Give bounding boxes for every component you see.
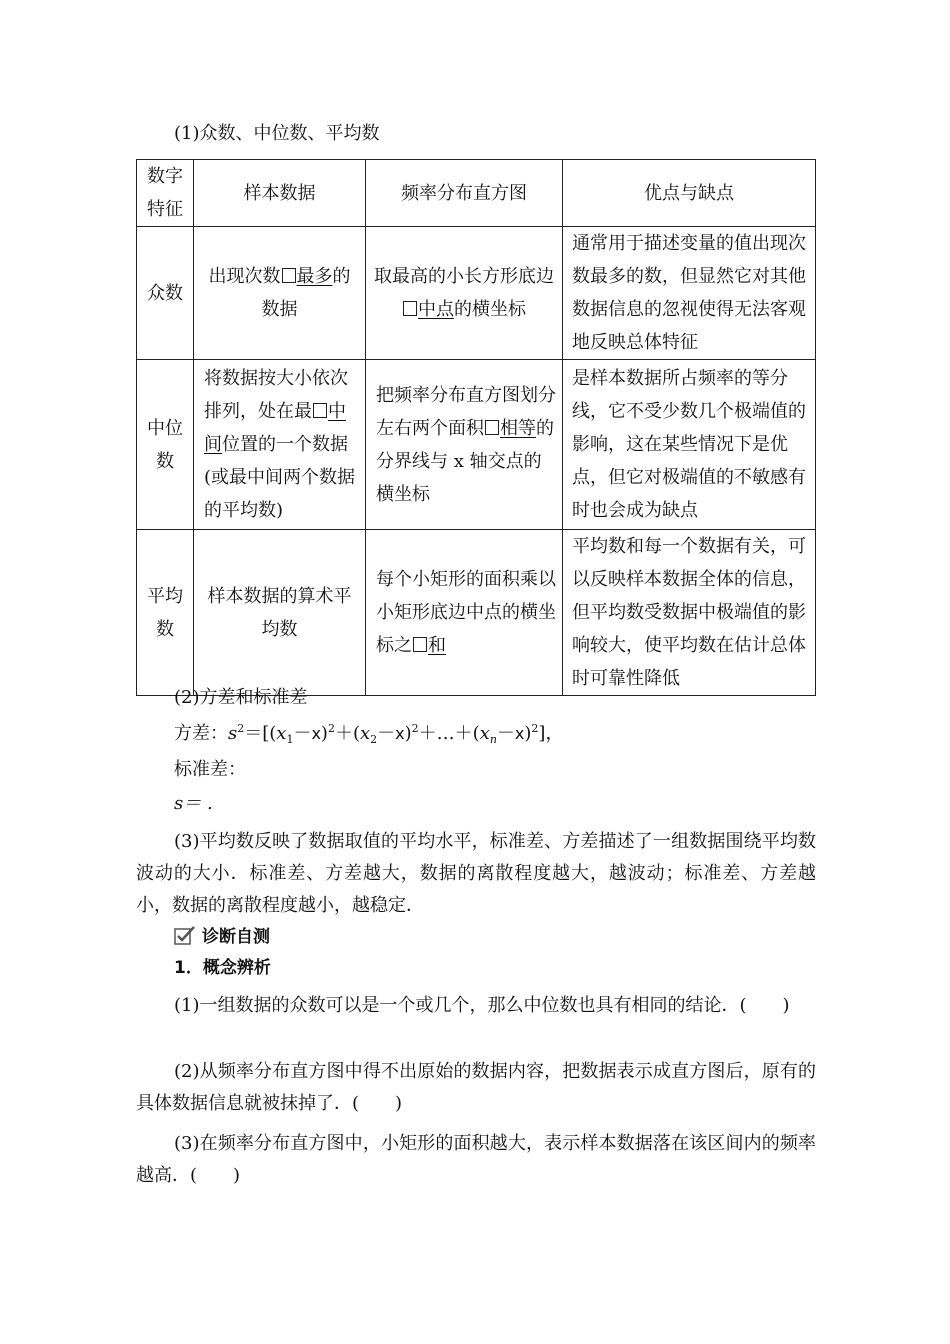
sample-answer: 最多 [296,266,333,287]
sample-cell: 样本数据的算术平均数 [194,530,366,696]
answer-box-icon [413,637,427,652]
sample-cell [194,360,366,530]
histogram-text: 把频率分布直方图划分左右两个面积 [376,384,556,439]
histogram-text-end: 的分界线与 x 轴交点的横坐标 [376,417,554,505]
statistics-table [136,159,816,696]
header-sample: 样本数据 [194,160,366,227]
header-histogram: 频率分布直方图 [366,160,563,227]
answer-box-icon [282,268,296,283]
histogram-answer: 相等 [500,417,536,439]
question-item: (3)在频率分布直方图中，小矩形的面积越大，表示样本数据落在该区间内的频率越高．( ) [136,1133,816,1186]
sample-text: 出现次数 [208,266,281,287]
sample-text: 将数据按大小依次排列，处在最 [204,368,348,422]
pros-cons-cell: 通常用于描述变量的值出现次数最多的数，但显然它对其他数据信息的忽视使得无法客观地反映总体特征 [563,227,816,360]
std-label: 标准差： [174,759,246,780]
pros-cons-cell: 是样本数据所占频率的等分线，它不受少数几个极端值的影响，这在某些情况下是优点，但它对极端值的不敏感有时也会成为缺点 [563,360,816,530]
header-pros-cons: 优点与缺点 [563,160,816,227]
variance-formula: 方差：$s^2=[(x_1-x)^2+(x_2-x)^2+\dots+(x_n-x)^2]$， [174,722,564,746]
histogram-cell [366,530,563,696]
table-row [137,530,816,696]
table-row [137,227,816,360]
histogram-answer: 中点 [418,299,454,320]
answer-box-icon [313,403,327,418]
sample-text-end: 位置的一个数据(或最中间两个数据的平均数) [204,434,356,521]
histogram-cell [366,360,563,530]
check-pencil-icon [174,925,196,945]
sample-text-end: 的数据 [261,266,351,320]
sample-answer: 中间 [204,401,346,455]
paragraph-3: (3)平均数反映了数据取值的平均水平，标准差、方差描述了一组数据围绕平均数波动的大小．标准差、方差越大，数据的离散程度越大，越波动；标准差、方差越小，数据的离散程度越小，越稳定． [136,831,816,916]
question-1-title: 1．概念辨析 [174,958,271,978]
feature-cell: 平均数 [137,530,194,696]
section-heading: (1)众数、中位数、平均数 [174,123,380,144]
variance-label: 方差： [174,723,228,744]
std-formula: s＝ . [174,793,213,814]
variance-heading: (2)方差和标准差 [174,687,308,708]
table-row [137,360,816,530]
answer-box-icon [485,420,499,435]
header-feature: 数字特征 [137,160,194,227]
feature-cell: 众数 [137,227,194,360]
table-header-row [137,160,816,227]
pros-cons-cell: 平均数和每一个数据有关，可以反映样本数据全体的信息，但平均数受数据中极端值的影响较大，使平均数在估计总体时可靠性降低 [563,530,816,696]
histogram-text: 取最高的小长方形底边 [374,266,554,287]
answer-box-icon [403,301,417,316]
self-test-label: 诊断自测 [202,927,270,947]
feature-cell: 中位数 [137,360,194,530]
question-item: (2)从频率分布直方图中得不出原始的数据内容，把数据表示成直方图后，原有的具体数据信息就被抹掉了．( ) [136,1061,816,1114]
histogram-text-end: 的横坐标 [454,299,526,320]
sample-cell [194,227,366,360]
histogram-text: 每个小矩形的面积乘以小矩形底边中点的横坐标之 [376,569,556,656]
histogram-cell [366,227,563,360]
question-item: (1)一组数据的众数可以是一个或几个，那么中位数也具有相同的结论．( ) [174,995,790,1016]
histogram-answer: 和 [428,635,446,656]
self-test-tag [174,922,270,947]
